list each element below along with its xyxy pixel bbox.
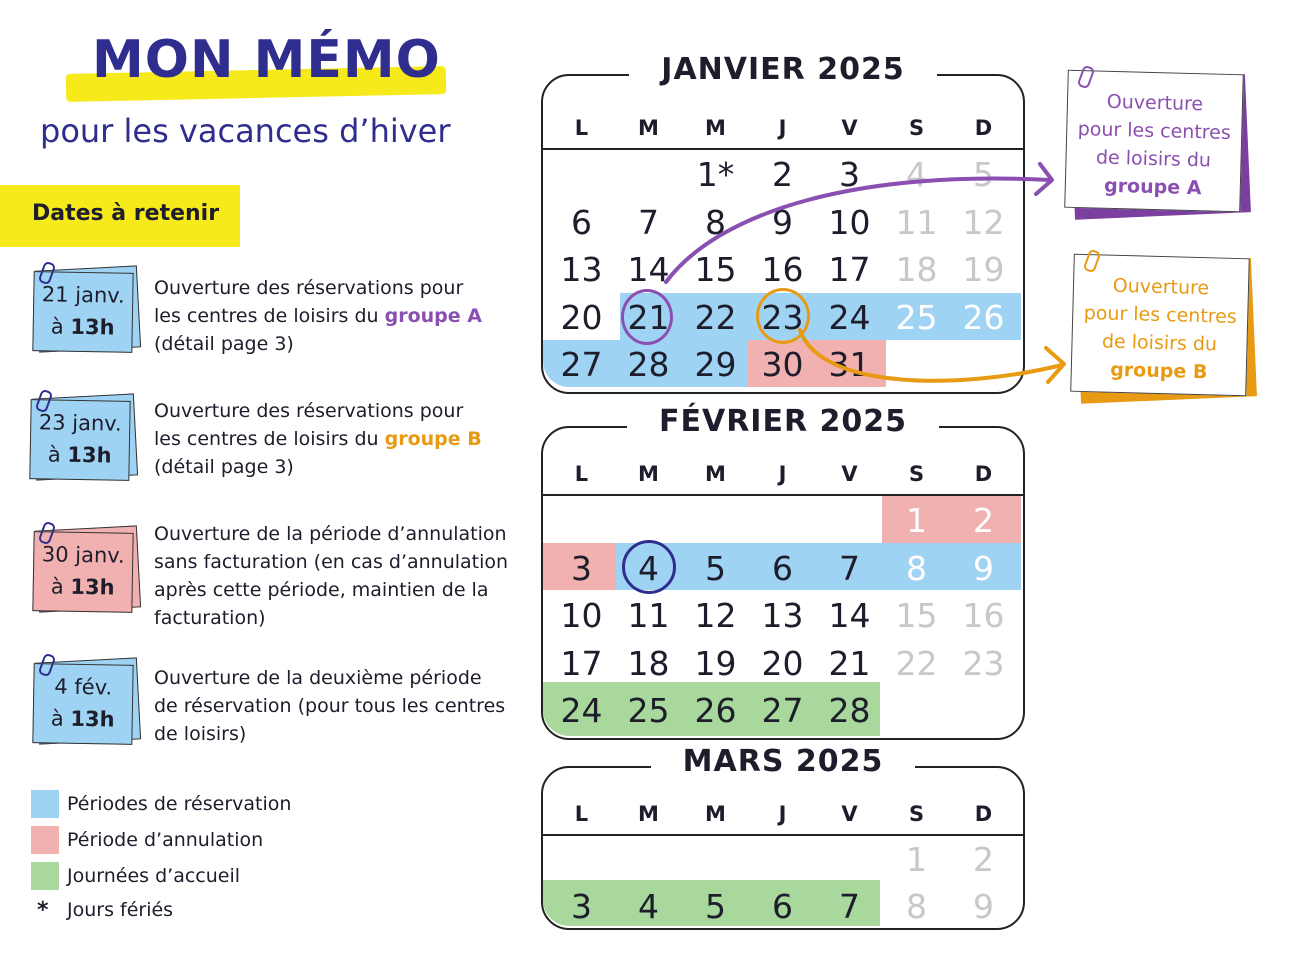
legend-reservation: Périodes de réservation <box>67 793 292 815</box>
day-cell[interactable]: 25 <box>895 297 938 337</box>
weekday-header: J <box>778 462 787 486</box>
day-cell[interactable]: 2 <box>772 155 793 194</box>
day-cell[interactable]: 16 <box>761 250 804 289</box>
day-cell[interactable]: 5 <box>973 155 994 194</box>
weekday-header: D <box>974 802 993 826</box>
weekday-header: D <box>974 462 993 486</box>
legend-swatch-accueil <box>31 862 59 890</box>
group-a-note: Ouverture pour les centres de loisirs du groupe A <box>1066 72 1242 210</box>
day-cell[interactable]: 4 <box>906 155 927 194</box>
arrows-layer <box>600 150 1070 400</box>
group-b-label: groupe B <box>384 428 482 450</box>
day-cell[interactable]: 20 <box>560 297 603 337</box>
weekday-header: M <box>638 116 659 140</box>
day-cell[interactable]: 18 <box>895 250 938 289</box>
day-cell[interactable]: 26 <box>962 297 1005 337</box>
weekday-header: V <box>841 462 858 486</box>
day-cell[interactable]: 10 <box>560 596 603 635</box>
weekday-header: S <box>908 802 925 826</box>
group-b-label: groupe B <box>1109 358 1208 384</box>
circle-4-fev <box>622 540 676 594</box>
note-date: 21 janv. <box>41 282 125 308</box>
day-cell[interactable]: 3 <box>571 548 592 588</box>
day-cell[interactable]: 9 <box>973 887 994 926</box>
day-cell[interactable]: 24 <box>828 297 871 337</box>
note-time: 13h <box>67 442 112 468</box>
group-a-label: groupe A <box>1103 174 1202 200</box>
day-cell[interactable]: 22 <box>694 297 737 337</box>
day-cell[interactable]: 5 <box>705 887 726 926</box>
day-cell[interactable]: 1 <box>906 501 927 540</box>
day-cell[interactable]: 29 <box>694 345 737 384</box>
day-cell[interactable]: 2 <box>973 840 994 879</box>
day-cell[interactable]: 5 <box>705 548 726 588</box>
day-cell[interactable]: 11 <box>895 202 938 242</box>
dates-banner-label: Dates à retenir <box>32 201 220 226</box>
day-cell[interactable]: 27 <box>560 345 603 384</box>
day-cell[interactable]: 19 <box>694 643 737 683</box>
weekday-header: L <box>574 462 589 486</box>
day-cell[interactable]: 26 <box>694 691 737 730</box>
weekday-header: D <box>974 116 993 140</box>
page-title: MON MÉMO <box>92 30 441 90</box>
day-cell[interactable]: 3 <box>839 155 860 194</box>
day-cell[interactable]: 8 <box>906 887 927 926</box>
day-cell[interactable]: 4 <box>638 887 659 926</box>
day-cell[interactable]: 12 <box>694 596 737 635</box>
legend-feries: Jours fériés <box>67 899 174 921</box>
weekday-header: M <box>705 802 726 826</box>
weekday-header: V <box>841 802 858 826</box>
weekday-header: S <box>908 462 925 486</box>
weekday-header: M <box>705 116 726 140</box>
weekday-header: J <box>778 116 787 140</box>
day-cell[interactable]: 14 <box>828 596 871 635</box>
day-cell[interactable]: 2 <box>973 501 994 540</box>
day-cell[interactable]: 28 <box>627 345 670 384</box>
group-b-note: Ouverture pour les centres de loisirs du groupe B <box>1072 256 1248 394</box>
day-cell[interactable]: 9 <box>973 548 994 588</box>
calendar-mars <box>541 744 1025 930</box>
day-cell[interactable]: 30 <box>761 345 804 384</box>
note-time: 13h <box>70 706 115 732</box>
weekday-header: L <box>574 116 589 140</box>
day-cell[interactable]: 6 <box>772 548 793 588</box>
weekday-header: M <box>705 462 726 486</box>
note-description-1: Ouverture des réservations pour les centres de loisirs du groupe A (détail page 3) <box>154 277 482 355</box>
day-cell[interactable]: 25 <box>627 691 670 730</box>
day-cell[interactable]: 8 <box>705 202 726 242</box>
weekday-header: M <box>638 462 659 486</box>
day-cell[interactable]: 6 <box>772 887 793 926</box>
note-date: 30 janv. <box>41 542 125 568</box>
day-cell[interactable]: 7 <box>638 202 659 242</box>
legend-accueil: Journées d’accueil <box>67 865 241 887</box>
weekday-header: L <box>574 802 589 826</box>
dates-banner <box>0 185 240 247</box>
day-cell[interactable]: 10 <box>828 202 871 242</box>
day-cell[interactable]: 21 <box>627 297 670 337</box>
asterisk-icon: * <box>37 898 49 923</box>
day-cell[interactable]: 1 <box>906 840 927 879</box>
note-description-2: Ouverture des réservations pour les centres de loisirs du groupe B (détail page 3) <box>154 400 482 478</box>
note-date: 23 janv. <box>38 410 122 436</box>
day-cell[interactable]: 13 <box>560 250 603 289</box>
day-cell[interactable]: 7 <box>839 887 860 926</box>
day-cell[interactable]: 20 <box>761 643 804 683</box>
day-cell[interactable]: 18 <box>627 643 670 683</box>
arrow-group-a <box>666 178 1050 282</box>
date-note-4-fev: 4 fév. à 13h <box>33 664 137 744</box>
day-cell[interactable]: 28 <box>828 691 871 730</box>
calendar-title: FÉVRIER 2025 <box>627 404 939 439</box>
day-cell[interactable]: 17 <box>560 643 603 683</box>
legend-swatch-annulation <box>31 826 59 854</box>
weekday-header: J <box>778 802 787 826</box>
legend-annulation: Période d’annulation <box>67 829 264 851</box>
note-date: 4 fév. <box>54 674 113 700</box>
note-time: 13h <box>70 574 115 600</box>
day-cell[interactable]: 3 <box>571 887 592 926</box>
arrow-group-b <box>800 330 1062 381</box>
date-note-30-janv: 30 janv. à 13h <box>33 532 137 612</box>
date-note-23-janv: 23 janv. à 13h <box>30 400 134 480</box>
date-note-21-janv: 21 janv. à 13h <box>33 272 137 352</box>
calendar-title: MARS 2025 <box>651 744 916 779</box>
day-cell[interactable]: 24 <box>560 691 603 730</box>
day-cell[interactable]: 11 <box>627 596 670 635</box>
day-cell[interactable]: 8 <box>906 548 927 588</box>
day-cell[interactable]: 13 <box>761 596 804 635</box>
weekday-header: M <box>638 802 659 826</box>
weekday-header: S <box>908 116 925 140</box>
page-subtitle: pour les vacances d’hiver <box>40 112 451 150</box>
day-cell[interactable]: 15 <box>694 250 737 289</box>
legend-swatch-reservation <box>31 790 59 818</box>
day-cell[interactable]: 31 <box>828 345 871 384</box>
day-cell[interactable]: 4 <box>638 548 659 588</box>
day-cell[interactable]: 17 <box>828 250 871 289</box>
day-cell[interactable]: 14 <box>627 250 670 289</box>
day-cell[interactable]: 23 <box>962 643 1005 683</box>
day-cell[interactable]: 7 <box>839 548 860 588</box>
day-cell[interactable]: 6 <box>571 202 592 242</box>
day-cell[interactable]: 1* <box>696 155 735 194</box>
note-time: 13h <box>70 314 115 340</box>
calendar-title: JANVIER 2025 <box>629 52 936 87</box>
day-cell[interactable]: 15 <box>895 596 938 635</box>
day-cell[interactable]: 19 <box>962 250 1005 289</box>
note-description-4: Ouverture de la deuxième période de réservation (pour tous les centres de loisirs) <box>154 667 506 745</box>
day-cell[interactable]: 9 <box>772 202 793 242</box>
day-cell[interactable]: 23 <box>761 297 804 337</box>
calendar-fevrier <box>541 404 1025 740</box>
day-cell[interactable]: 22 <box>895 643 938 683</box>
day-cell[interactable]: 16 <box>962 596 1005 635</box>
weekday-header: V <box>841 116 858 140</box>
day-cell[interactable]: 27 <box>761 691 804 730</box>
day-cell[interactable]: 12 <box>962 202 1005 242</box>
group-a-label: groupe A <box>384 305 482 327</box>
note-description-3: Ouverture de la période d’annulation sans facturation (en cas d’annulation après cette période, maintien de la facturation) <box>154 523 509 629</box>
day-cell[interactable]: 21 <box>828 643 871 683</box>
